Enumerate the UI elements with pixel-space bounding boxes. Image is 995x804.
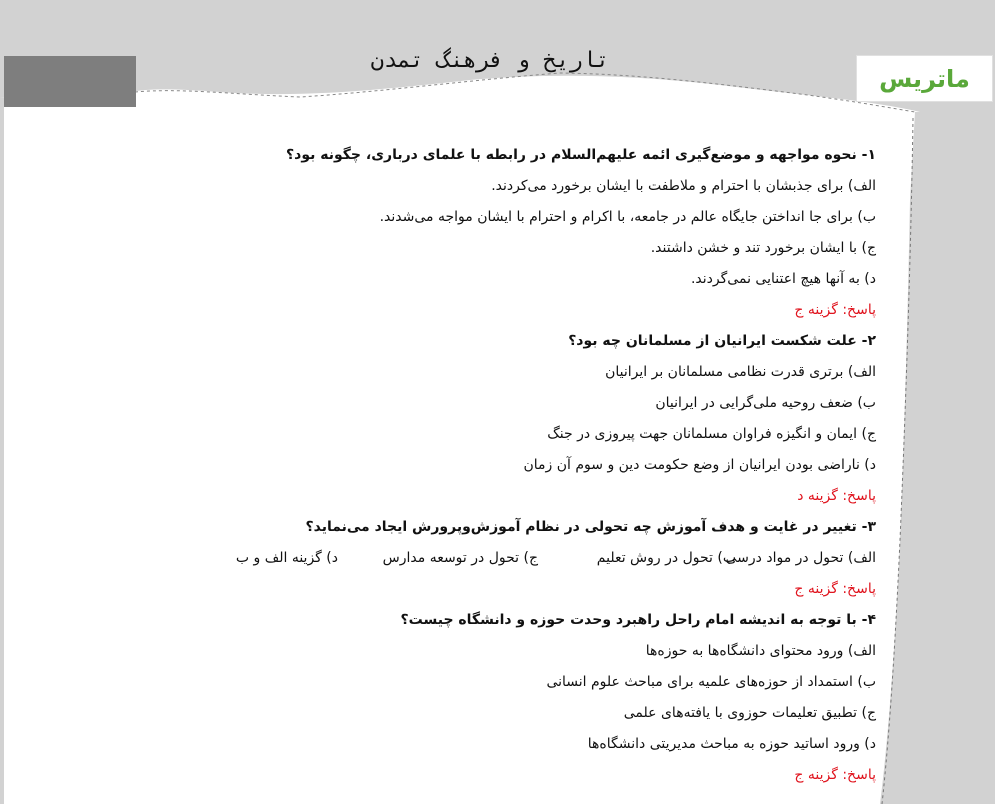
question-4-text: ۴- با توجه به اندیشه امام راحل راهبرد وحدت حوزه و دانشگاه چیست؟ [400, 612, 876, 628]
matrix-logo [856, 55, 993, 102]
page-title: تاریخ و فرهنگ تمدن [370, 48, 610, 73]
question-3-options-row [0, 543, 876, 574]
question-1-option-b: ب) برای جا انداختن جایگاه عالم در جامعه، با اکرام و احترام با ایشان مواجه می‌شدند. [379, 209, 876, 225]
question-3-answer: پاسخ: گزینه ج [794, 581, 876, 597]
question-2-text: ۲- علت شکست ایرانیان از مسلمانان چه بود؟ [568, 333, 876, 349]
right-side-strip [880, 112, 995, 804]
question-3-option-c: ج) تحول در توسعه مدارس [382, 550, 538, 566]
question-3-option-a: الف) تحول در مواد درسی [725, 550, 876, 566]
question-2-answer: پاسخ: گزینه د [797, 488, 876, 504]
question-4-option-d: د) ورود اساتید حوزه به مباحث مدیریتی دانشگاه‌ها [587, 736, 876, 752]
question-1-option-c: ج) با ایشان برخورد تند و خشن داشتند. [650, 240, 876, 256]
question-2-option-c: ج) ایمان و انگیزه فراوان مسلمانان جهت پیروزی در جنگ [547, 426, 876, 442]
questions-container [0, 140, 876, 791]
question-4-option-a: الف) ورود محتوای دانشگاه‌ها به حوزه‌ها [645, 643, 876, 659]
question-4-answer: پاسخ: گزینه ج [794, 767, 876, 783]
question-1-option-a: الف) برای جذبشان با احترام و ملاطفت با ایشان برخورد می‌کردند. [491, 178, 876, 194]
question-3-option-b: ب) تحول در روش تعلیم [596, 550, 736, 566]
question-4-option-c: ج) تطبیق تعلیمات حوزوی با یافته‌های علمی [623, 705, 876, 721]
question-4-option-b: ب) استمداد از حوزه‌های علمیه برای مباحث علوم انسانی [546, 674, 876, 690]
question-2-option-b: ب) ضعف روحیه ملی‌گرایی در ایرانیان [655, 395, 876, 411]
question-1-text: ۱- نحوه مواجهه و موضع‌گیری ائمه علیهم‌السلام در رابطه با علمای درباری، چگونه بود؟ [286, 147, 876, 163]
question-1-answer: پاسخ: گزینه ج [794, 302, 876, 318]
header-dark-tab [4, 56, 136, 107]
question-2-option-a: الف) برتری قدرت نظامی مسلمانان بر ایرانیان [605, 364, 876, 380]
question-3-text: ۳- تغییر در غایت و هدف آموزش چه تحولی در نظام آموزش‌وپرورش ایجاد می‌نماید؟ [305, 519, 876, 535]
logo-text: ماتریس [879, 64, 970, 93]
question-1-option-d: د) به آنها هیچ اعتنایی نمی‌گردند. [690, 271, 876, 287]
question-2-option-d: د) ناراضی بودن ایرانیان از وضع حکومت دین و سوم آن زمان [523, 457, 876, 473]
question-3-option-d: د) گزینه الف و ب [235, 550, 338, 566]
